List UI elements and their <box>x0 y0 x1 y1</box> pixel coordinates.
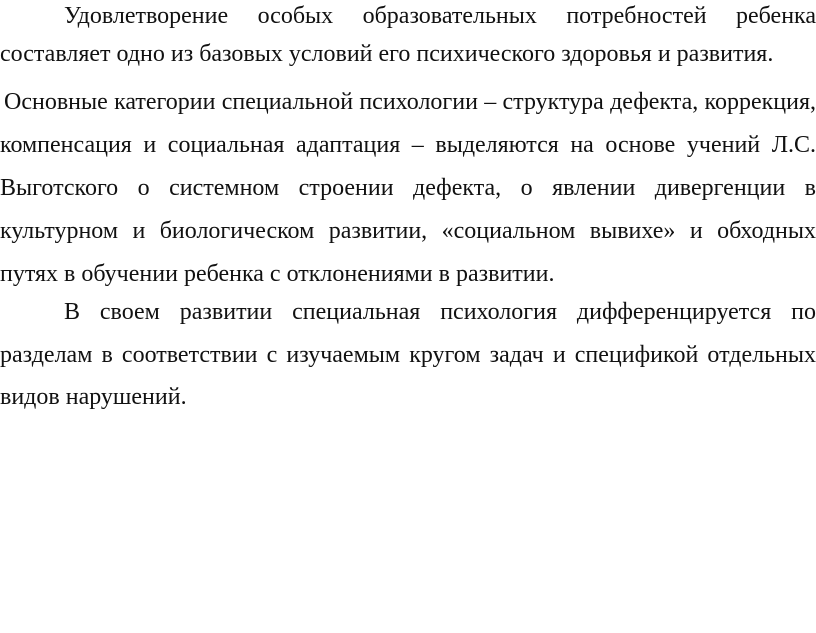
paragraph-3-line-2: разделам в соответствии с изучаемым кругом задач и спецификой отдельных <box>0 342 816 368</box>
paragraph-1-line-1: Удовлетворение особых образовательных потребностей ребенка <box>64 3 816 29</box>
paragraph-2-line-1: Основные категории специальной психологии – структура дефекта, коррекция, <box>4 89 816 115</box>
paragraph-3-line-3: видов нарушений. <box>0 384 187 410</box>
paragraph-3-line-1: В своем развитии специальная психология дифференцируется по <box>64 299 816 325</box>
paragraph-2-line-3: Выготского о системном строении дефекта, о явлении дивергенции в <box>0 175 816 201</box>
paragraph-1-line-2: составляет одно из базовых условий его психического здоровья и развития. <box>0 41 774 67</box>
paragraph-2-line-4: культурном и биологическом развитии, «социальном вывихе» и обходных <box>0 218 816 244</box>
paragraph-2-line-5: путях в обучении ребенка с отклонениями в развитии. <box>0 261 555 287</box>
paragraph-2-line-2: компенсация и социальная адаптация – выделяются на основе учений Л.С. <box>0 132 816 158</box>
